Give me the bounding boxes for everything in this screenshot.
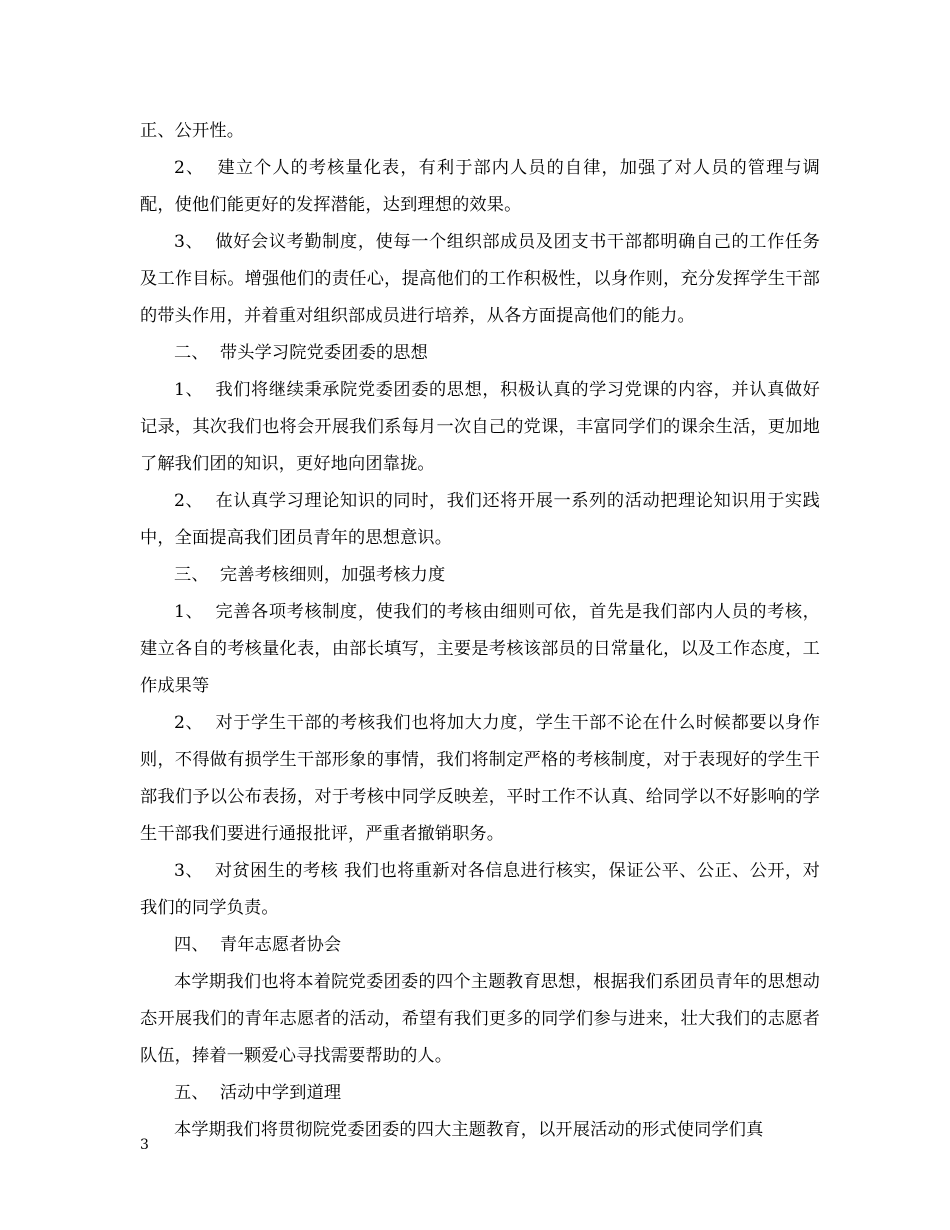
paragraph: 1、 我们将继续秉承院党委团委的思想，积极认真的学习党课的内容，并认真做好记录，其次我们也将会开展我们系每月一次自己的党课，丰富同学们的课余生活，更加地了解我们团的知识，更好地向团靠拢。 (140, 380, 820, 474)
section-heading: 四、 青年志愿者协会 (174, 935, 342, 955)
paragraph: 2、 在认真学习理论知识的同时，我们还将开展一系列的活动把理论知识用于实践中，全面提高我们团员青年的思想意识。 (140, 491, 820, 548)
section-heading: 五、 活动中学到道理 (174, 1083, 342, 1103)
paragraph: 1、 完善各项考核制度，使我们的考核由细则可依，首先是我们部内人员的考核，建立各自的考核量化表，由部长填写，主要是考核该部员的日常量化，以及工作态度，工作成果等 (140, 602, 820, 696)
paragraph: 2、 建立个人的考核量化表，有利于部内人员的自律，加强了对人员的管理与调配，使他们能更好的发挥潜能，达到理想的效果。 (140, 158, 820, 215)
paragraph: 2、 对于学生干部的考核我们也将加大力度，学生干部不论在什么时候都要以身作则，不得做有损学生干部形象的事情，我们将制定严格的考核制度，对于表现好的学生干部我们予以公布表扬，对于考核中同学反映差，平时工作不认真、给同学以不好影响的学生干部我们要进行通报批评，严重者撤销职务。 (140, 713, 820, 844)
section-heading: 二、 带头学习院党委团委的思想 (174, 343, 428, 363)
paragraph: 正、公开性。 (140, 121, 245, 141)
document-body (140, 113, 820, 1149)
paragraph: 本学期我们也将本着院党委团委的四个主题教育思想，根据我们系团员青年的思想动态开展我们的青年志愿者的活动，希望有我们更多的同学们参与进来，壮大我们的志愿者队伍，捧着一颗爱心寻找需要帮助的人。 (140, 972, 820, 1066)
paragraph: 本学期我们将贯彻院党委团委的四大主题教育，以开展活动的形式使同学们真 (174, 1120, 764, 1140)
section-heading: 三、 完善考核细则，加强考核力度 (174, 565, 446, 585)
paragraph: 3、 对贫困生的考核 我们也将重新对各信息进行核实，保证公平、公正、公开，对我们的同学负责。 (140, 861, 820, 918)
paragraph: 3、 做好会议考勤制度，使每一个组织部成员及团支书干部都明确自己的工作任务及工作目标。增强他们的责任心，提高他们的工作积极性，以身作则，充分发挥学生干部的带头作用，并着重对组织部成员进行培养，从各方面提高他们的能力。 (140, 232, 820, 326)
page-number: 3 (140, 1137, 149, 1153)
